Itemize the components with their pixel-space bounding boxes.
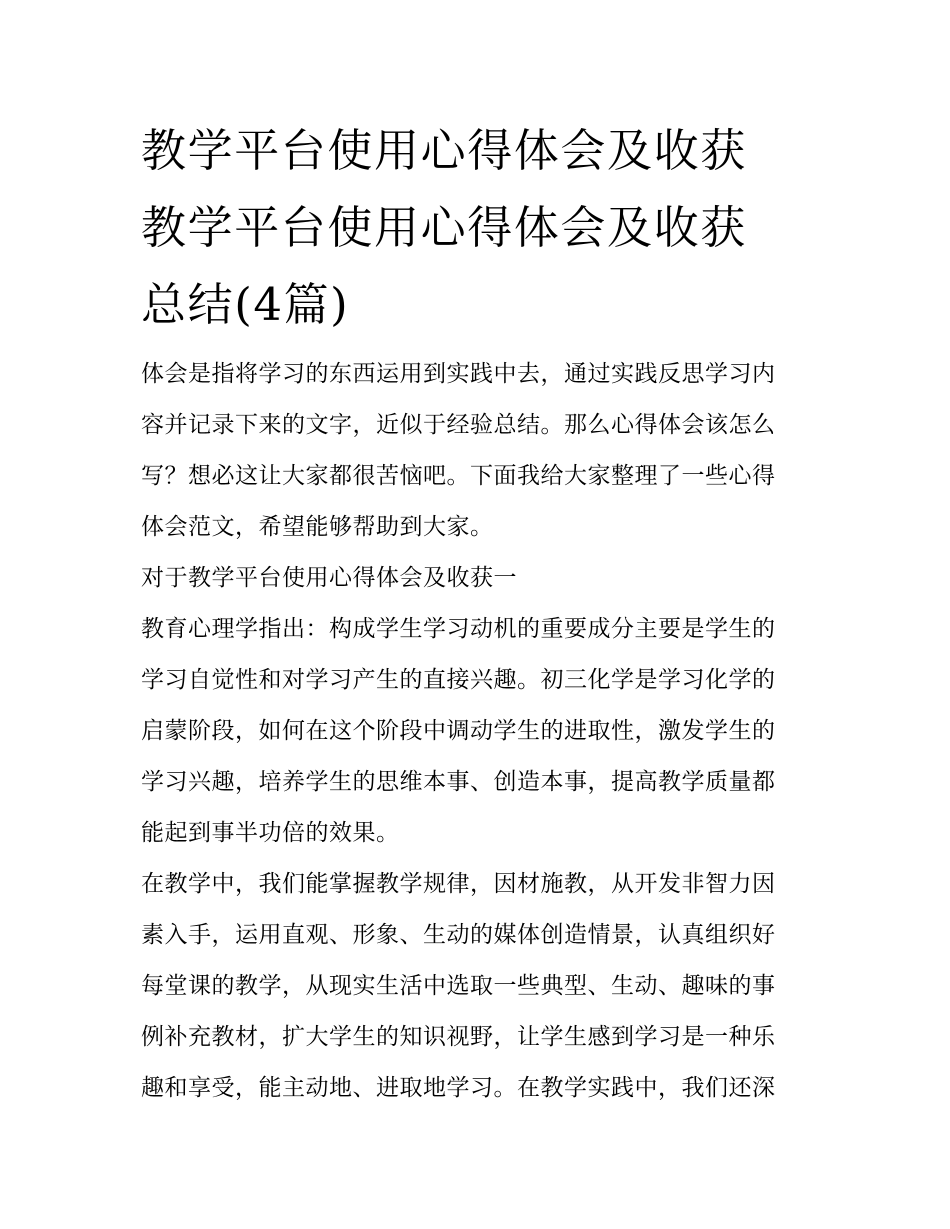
paragraph-line: 在教学中，我们能掌握教学规律，因材施教，从开发非智力因: [141, 871, 776, 897]
paragraph-line: 学习自觉性和对学习产生的直接兴趣。初三化学是学习化学的: [141, 667, 776, 693]
document-title: [141, 112, 813, 343]
paragraph-intro-line: 体会是指将学习的东西运用到实践中去，通过实践反思学习内: [141, 361, 776, 387]
paragraph-intro-line: 写？想必这让大家都很苦恼吧。下面我给大家整理了一些心得: [141, 463, 776, 489]
paragraph-line: 每堂课的教学，从现实生活中选取一些典型、生动、趣味的事: [141, 973, 776, 999]
paragraph-line: 学习兴趣，培养学生的思维本事、创造本事，提高教学质量都: [141, 769, 776, 795]
paragraph-intro-line: 容并记录下来的文字，近似于经验总结。那么心得体会该怎么: [141, 412, 776, 438]
paragraph-line: 教育心理学指出：构成学生学习动机的重要成分主要是学生的: [141, 616, 776, 642]
paragraph-line: 素入手，运用直观、形象、生动的媒体创造情景，认真组织好: [141, 922, 776, 948]
title-line: 教学平台使用心得体会及收获: [141, 124, 747, 177]
title-line: 教学平台使用心得体会及收获: [141, 201, 747, 254]
document-body: [141, 349, 813, 1114]
paragraph-intro-line: 体会范文，希望能够帮助到大家。: [141, 514, 494, 540]
section-heading: 对于教学平台使用心得体会及收获一: [141, 565, 517, 591]
title-line: 总结(4篇): [141, 278, 350, 331]
paragraph-line: 启蒙阶段，如何在这个阶段中调动学生的进取性，激发学生的: [141, 718, 776, 744]
document-content: [141, 112, 813, 1114]
paragraph-line: 趣和享受，能主动地、进取地学习。在教学实践中，我们还深: [141, 1075, 776, 1101]
paragraph-line: 能起到事半功倍的效果。: [141, 820, 400, 846]
paragraph-line: 例补充教材，扩大学生的知识视野，让学生感到学习是一种乐: [141, 1024, 776, 1050]
